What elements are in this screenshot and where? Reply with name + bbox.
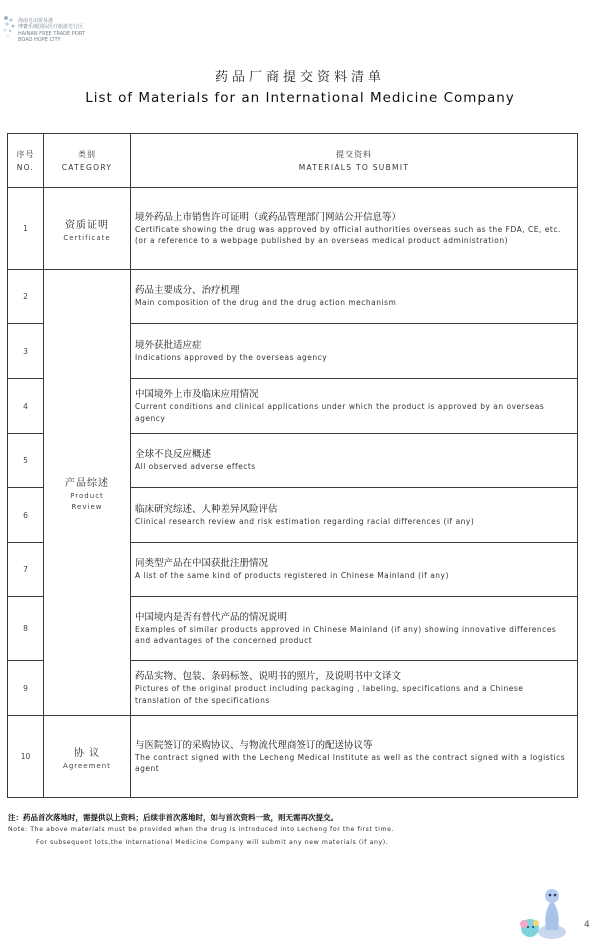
- note-chinese: 注：药品首次落地时，需提供以上资料；后续非首次落地时，如与首次资料一致，则无需再次提交。: [8, 813, 338, 822]
- note-english-line-1: Note: The above materials must be provided when the drug is introduced into Lecheng for the first time.: [8, 826, 395, 833]
- header-no-cn: 序号: [16, 150, 35, 159]
- row-number: 3: [8, 324, 44, 379]
- material-cell: [131, 716, 578, 798]
- logo-line-4: BOAO HOPE CITY: [18, 37, 61, 44]
- header-materials: [131, 134, 578, 188]
- material-cell: [131, 324, 578, 379]
- category-cn: 资质证明: [65, 219, 109, 231]
- row-number: 2: [8, 270, 44, 324]
- category-product-review: [44, 270, 131, 716]
- material-cell: [131, 188, 578, 270]
- material-cn: 药品实物、包装、条码标签、说明书的照片，及说明书中文译文: [135, 671, 402, 682]
- category-en: Agreement: [63, 761, 111, 770]
- table-row: [8, 188, 578, 270]
- header-category-cn: 类别: [78, 150, 96, 159]
- note-english-line-2: For subsequent lots,the International Medicine Company will submit any new materials (if any).: [36, 839, 389, 846]
- material-en: Main composition of the drug and the drug action mechanism: [135, 298, 397, 308]
- category-en: Certificate: [63, 233, 111, 242]
- logo-line-2: 博鳌乐城国际医疗旅游先行区: [18, 24, 84, 31]
- row-number: 8: [8, 597, 44, 661]
- category-en: Product: [70, 492, 104, 500]
- logo-emblem-icon: [2, 14, 18, 42]
- header-category: [44, 134, 131, 188]
- material-cn: 同类型产品在中国获批注册情况: [135, 558, 269, 570]
- material-cell: [131, 488, 578, 543]
- material-en: Current conditions and clinical applications under which the product is approved by an overseas agency: [135, 402, 545, 423]
- logo-line-1: 海南自由贸易港: [18, 18, 54, 24]
- table-header-row: [8, 134, 578, 188]
- material-cn: 与医院签订的采购协议、与物流代理商签订的配送协议等: [135, 739, 373, 751]
- material-cell: [131, 661, 578, 716]
- material-cn: 全球不良反应概述: [135, 449, 212, 461]
- header-no-en: NO.: [16, 163, 35, 172]
- row-number: 4: [8, 379, 44, 434]
- material-cn: 境外获批适应症: [135, 339, 202, 351]
- material-en: Examples of similar products approved in Chinese Mainland (if any) showing innovative differences and advantages of the concerned product: [135, 624, 557, 645]
- logo-line-3: HAINAN FREE TRADE PORT: [18, 30, 85, 37]
- material-cell: [131, 597, 578, 661]
- material-cn: 境外药品上市销售许可证明（或药品管理部门网站公开信息等）: [135, 211, 402, 223]
- material-cell: [131, 270, 578, 324]
- notes: [8, 812, 593, 846]
- category-agreement: [44, 716, 131, 798]
- category-cn: 协 议: [73, 747, 101, 759]
- material-en: Indications approved by the overseas agency: [135, 352, 328, 362]
- row-number: 5: [8, 434, 44, 488]
- category-cn: 产品综述: [65, 478, 109, 489]
- material-cn: 药品主要成分、治疗机理: [135, 285, 240, 297]
- title-english: List of Materials for an International Medicine Company: [85, 90, 515, 106]
- row-number: 7: [8, 543, 44, 597]
- material-cn: 临床研究综述、人种差异风险评估: [135, 503, 278, 515]
- material-cell: [131, 379, 578, 434]
- category-certificate: [44, 188, 131, 270]
- header-materials-en: MATERIALS TO SUBMIT: [298, 163, 410, 172]
- row-number: 6: [8, 488, 44, 543]
- mascot-icon: [510, 880, 574, 942]
- category-en: Review: [71, 503, 103, 511]
- row-number: 1: [8, 188, 44, 270]
- material-en: Clinical research review and risk estimation regarding racial differences (if any): [135, 516, 475, 526]
- row-number: 10: [8, 716, 44, 798]
- header-no: [8, 134, 44, 188]
- title-chinese: 药品厂商提交资料清单: [214, 70, 385, 85]
- material-en: All observed adverse effects: [135, 462, 256, 472]
- row-number: 9: [8, 661, 44, 716]
- material-en: A list of the same kind of products registered in Chinese Mainland (if any): [135, 571, 449, 581]
- material-cell: [131, 434, 578, 488]
- table-row: [8, 270, 578, 324]
- material-en: The contract signed with the Lecheng Medical Institute as well as the contract signed with a logistics agent: [135, 752, 566, 773]
- material-cell: [131, 543, 578, 597]
- material-cn: 中国境内是否有替代产品的情况说明: [135, 611, 288, 623]
- material-cn: 中国境外上市及临床应用情况: [135, 389, 259, 400]
- materials-table: [7, 133, 578, 798]
- header-materials-cn: 提交资料: [336, 150, 372, 159]
- material-en: Pictures of the original product including packaging , labeling, specifications and a Chinese translation of the specifications: [135, 684, 524, 705]
- material-en: Certificate showing the drug was approved by official authorities overseas such as the FDA, CE, etc.(or a reference to a webpage published by an overseas medical product administration): [135, 224, 561, 245]
- table-row: [8, 716, 578, 798]
- logo: [2, 8, 112, 56]
- header-category-en: CATEGORY: [61, 163, 113, 172]
- page-number: 4: [584, 920, 590, 930]
